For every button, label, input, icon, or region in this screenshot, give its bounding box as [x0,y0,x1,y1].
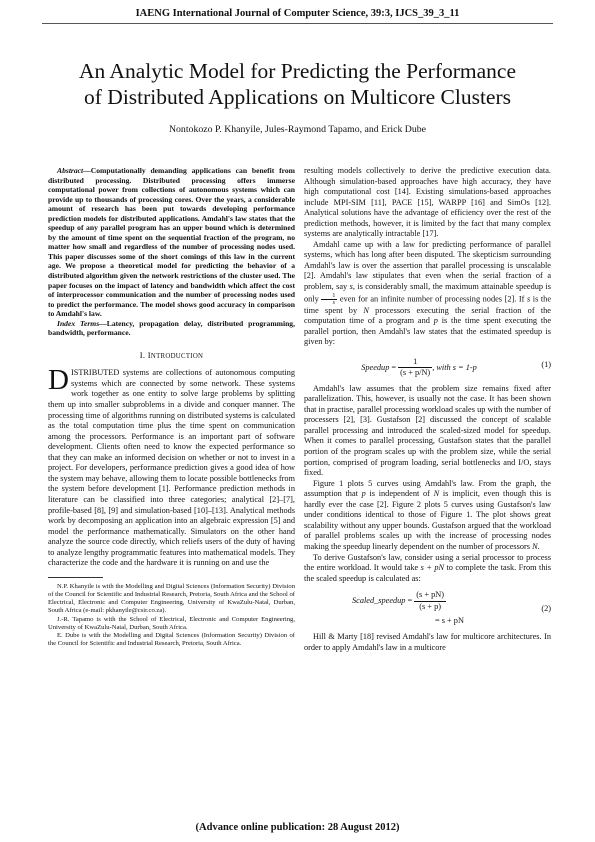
header-rule [42,23,553,24]
paragraph-hill-marty: Hill & Marty [18] revised Amdahl's law for multicore architectures. In order to apply Amdahl's law in a multicore [304,632,551,652]
running-head: IAENG International Journal of Computer Science, 39:3, IJCS_39_3_11 [135,8,460,19]
intro-paragraph [48,364,295,568]
footnote-author-2: J.-R. Tapamo is with the School of Electrical, Electronic and Computer Engineering, University of KwaZulu-Natal, Durban, South Africa. [48,615,295,631]
abstract-lead: Abstract [57,166,84,175]
paragraph-derive: To derive Gustafson's law, consider using a serial processor to process the entire workload. It would take s + pN to complete the task. From this the scaled speedup is calculated as: [304,552,551,583]
footnote-author-1: N.P. Khanyile is with the Modelling and Digital Sciences (Information Security) Division of the Council for Scientific and Industrial Research, Pretoria, South Africa and the School of Electrical, Electronic and Computer Engineering, University of KwaZulu-Natal, Durban, South Africa (e-mail: pkhanyile@csir.co.za). [48,582,295,615]
left-column [48,166,295,648]
index-terms-text: —Latency, propagation delay, distributed programming, bandwidth, performance. [48,318,296,338]
right-column [304,166,551,653]
abstract [48,166,295,319]
equation-2-line-2: = s + pN [435,616,464,626]
section-title-initial: I [147,349,151,360]
author-list: Nontokozo P. Khanyile, Jules-Raymond Tapamo, and Erick Dube [168,124,427,135]
publication-footer: (Advance online publication: 28 August 2012) [195,822,400,833]
title-line-2: of Distributed Applications on Multicore Clusters [84,85,511,109]
paragraph-amdahl: Amdahl came up with a law for predicting performance of parallel systems, which has long after been disputed. The skepticism surrounding Amdahl's law is over the assertion that parallel processing is unscalable [2]. Amdahl's law stipulates that even when the serial fraction of a problem, say s, is considerably small, the maximum attainable speedup is only $\frac{1}{s}$ even for an infinite number of processing nodes [2]. If s is the time spent by N processors executing the serial fraction of the computation time of a program and p is the time spent executing the parallel portion, then Amdahl's law states that the estimated speedup is given by: [304,239,552,347]
intro-text: ISTRIBUTED systems are collections of autonomous computing systems which are connected by some network. These systems work together as one entity to solve large problems by splitting them up into smaller subproblems in a divide and conquer manner. The processing time of algorithms running on distributed systems is calculated as the total computation time plus the time spent on communication among the processors. Performance is an important part of software development. Clients often need to know the expected performance so that they can make an informed decision on whether or not to invest in a project. For developers, performance prediction gives a good idea of how the system may behave, allowing them to locate possible bottlenecks from the system before development [1]. Performance prediction methods in literature can be classified into three categories; analytical [2]–[7], profile-based [8], [9] and simulation-based [10]–[13]. Analytical methods work by decomposing an application into an algebraic expression [5] and model the performance mathematically. Simulators on the other hand analyze the source code directly, which reliefs users of the duty of having to analyze lengthy programmatic features into mathematical models. They characterize the code and the hardware it is running on and use the [48,368,295,568]
index-terms-lead: Index Terms [57,318,100,328]
equation-2 [304,590,551,626]
paragraph-gustafson: Amdahl's law assumes that the problem size remains fixed after parallelization. This, however, is usually not the case. It has been shown that in practise, parallel processing workload scales up with the number of processers [2], [3]. Gustafson [2] discussed the concept of scalable parallel processing and introduced the scaled-sized model for speedup. When it comes to parallel processing, Gustafson states that the parallel portion of the program scales up with the problem size, while the serial portion, comprised of program loading, serial bottlenecks and I/O, stays fixed. [304,383,551,478]
footnote-rule [48,577,103,578]
inline-fraction: $\frac{1}{s}$ [321,293,337,306]
title-line-1: An Analytic Model for Predicting the Performance [78,59,517,83]
equation-2-number: (2) [541,604,551,614]
drop-cap: D [48,364,69,397]
equation-2-fraction: $\frac{(s + pN)}{(s + p)}$ [416,590,445,611]
equation-2-line-1: Scaled_speedup = $\frac{(s + pN)}{(s + p)}$ [352,590,445,611]
index-terms [48,319,295,338]
section-title-rest: NTRODUCTION [150,352,204,360]
section-number: I. [139,349,146,360]
paragraph-figures: Figure 1 plots 5 curves using Amdahl's law. From the graph, the assumption that p is independent of N is implicit, even though this is hardly ever the case [2]. Figure 2 plots 5 curves using Gustafson's law under conditions identical to those of Figure 1. The plot shows great scalability without any upper bounds. Gustafson argued that the workload of parallel problems scales up with the increase of processing nodes making the speedup linearly dependent on the number of processors N. [304,478,551,551]
section-heading-introduction [48,350,295,363]
abstract-text: —Computationally demanding applications can benefit from distributed processing. Distributed processing offers immerse computational power from collections of autonomous systems which can provide up to thousands of processing cores. Over the years, a considerable amount of research has been put towards developing performance prediction models for distributed applications. Amdahl's law states that the speedup of any parallel program has an upper bound which is determined by the amount of time spent on the sequential fraction of the program, no matter how small and regardless of the number of processing nodes used. This paper discusses some of the short comings of this law in the current age. We propose a theoretical model for predicting the behavior of a distributed algorithm given the network restrictions of the cluster used. The paper focuses on the impact of latency and bandwidth which affect the cost of interprocessor communication and the number of processing nodes used to predict the performance. The model shows good accuracy in comparison to Amdahl's law. [48,166,295,319]
footnote-author-3: E. Dube is with the Modelling and Digital Sciences (Information Security) Division of the Council for Scientific and Industrial Research, Pretoria, South Africa. [48,632,295,648]
equation-1-body: Speedup = $\frac{1}{(s + p/N)}$ , with s = 1-p [361,356,477,378]
equation-1 [304,353,551,379]
equation-1-number: (1) [541,359,551,369]
equation-1-fraction: $\frac{1}{(s + p/N)}$ [400,356,431,378]
paper-title [30,58,565,110]
paragraph-simulation: resulting models collectively to derive the predictive execution data. Although simulation-based approaches have high accuracy, they have high computational cost [14]. Existing simulations-based approaches include MPI-SIM [11], PACE [15], WARPP [16] and SimOs [12]. Analytical solutions have the advantage of efficiency over the rest of the prediction methods, however, it is limited by the fact that many complex systems are analytically intractable [17]. [304,166,551,239]
